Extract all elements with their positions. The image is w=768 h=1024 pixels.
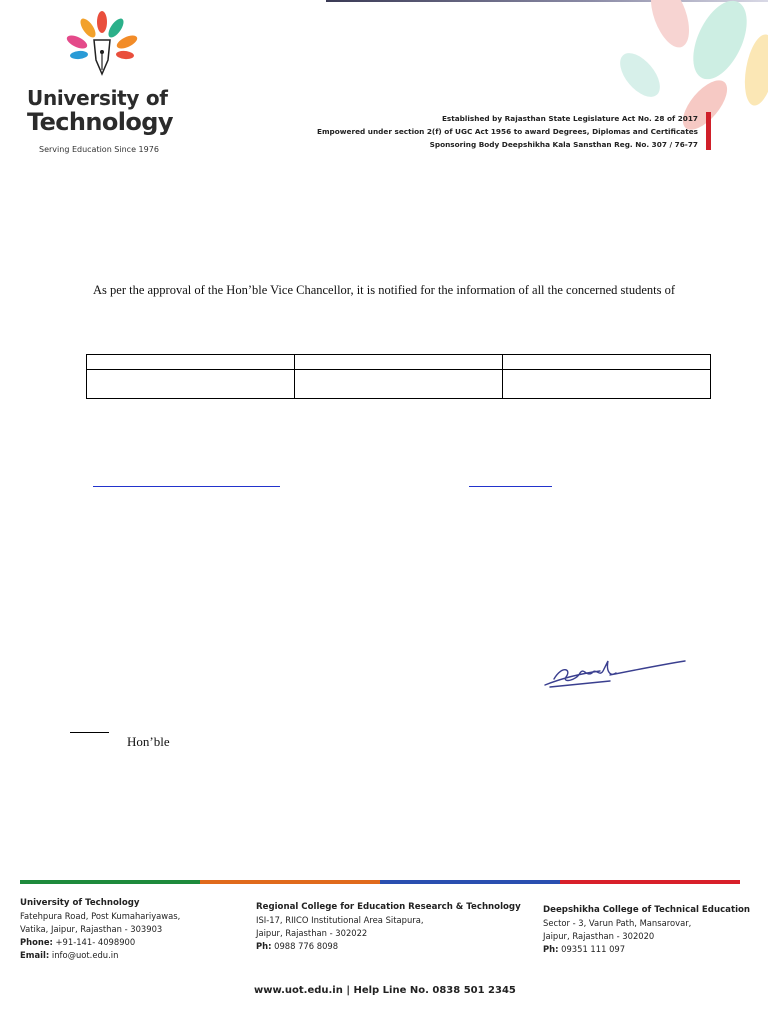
notice-text: As per the approval of the Hon’ble Vice Chancellor, it is notified for the information of all the concerned students of — [93, 283, 676, 297]
lotus-pen-icon — [62, 8, 142, 78]
link-underline-left[interactable] — [93, 486, 280, 487]
footer-address-deepshikha-college — [543, 904, 750, 956]
table-cell — [503, 355, 711, 370]
blank-table — [86, 354, 711, 399]
table-row — [87, 355, 711, 370]
table-cell — [87, 355, 295, 370]
divider — [70, 732, 109, 733]
phone-number: 0988 776 8098 — [274, 941, 339, 951]
table-row — [87, 370, 711, 399]
footer-address-line: Sector - 3, Varun Path, Mansarovar, — [543, 918, 692, 928]
logo-title-line2: Technology — [27, 108, 173, 136]
signature — [540, 655, 690, 695]
footer-address-line: Vatika, Jaipur, Rajasthan - 303903 — [20, 924, 163, 934]
email-link[interactable]: info@uot.edu.in — [51, 950, 119, 960]
phone-label: Ph: — [543, 944, 559, 954]
link-underline-right[interactable] — [469, 486, 552, 487]
university-logo — [22, 8, 182, 153]
footer-address-regional-college — [256, 901, 521, 953]
footer-title: University of Technology — [20, 898, 140, 908]
footer-title: Regional College for Education Research & Technology — [256, 902, 521, 912]
logo-tagline: Serving Education Since 1976 — [39, 145, 159, 154]
logo-title-line1: University of — [27, 86, 168, 110]
footer-address-line: ISI-17, RIICO Institutional Area Sitapura, — [256, 915, 424, 925]
empowered-line: Empowered under section 2(f) of UGC Act 1956 to award Degrees, Diplomas and Certificates — [316, 127, 698, 136]
footer-address-line: Jaipur, Rajasthan - 302020 — [543, 931, 655, 941]
establishment-info — [317, 112, 698, 151]
footer-title: Deepshikha College of Technical Education — [543, 905, 751, 915]
established-line: Established by Rajasthan State Legislature Act No. 28 of 2017 — [441, 114, 698, 123]
phone-number: 09351 111 097 — [561, 944, 626, 954]
table-cell — [87, 370, 295, 399]
footer-color-bar — [20, 880, 740, 884]
phone-number: +91-141- 4098900 — [55, 937, 136, 947]
footer-address-university — [20, 897, 180, 962]
table-cell — [503, 370, 711, 399]
sponsoring-line: Sponsoring Body Deepshikha Kala Sansthan Reg. No. 307 / 76-77 — [429, 140, 698, 149]
honble-text: Hon’ble — [127, 734, 170, 749]
website-helpline[interactable]: www.uot.edu.in | Help Line No. 0838 501 2345 — [254, 985, 516, 996]
phone-label: Ph: — [256, 941, 272, 951]
accent-bar — [706, 112, 711, 150]
phone-label: Phone: — [20, 937, 53, 947]
footer-address-line: Jaipur, Rajasthan - 302022 — [256, 928, 368, 938]
email-label: Email: — [20, 950, 50, 960]
table-cell — [295, 370, 503, 399]
table-cell — [295, 355, 503, 370]
footer-address-line: Fatehpura Road, Post Kumahariyawas, — [20, 911, 181, 921]
